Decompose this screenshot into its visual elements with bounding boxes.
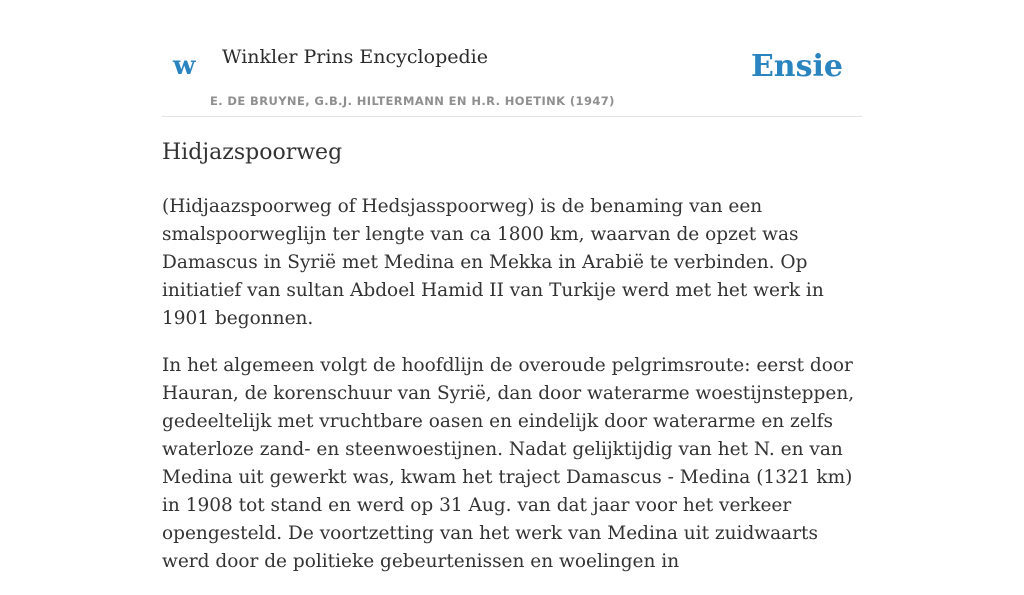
article-paragraph: (Hidjaazspoorweg of Hedsjasspoorweg) is de benaming van een smalspoorweglijn ter lengte van ca 1800 km, waarvan de opzet was Damascus in Syrië met Medina en Mekka in Arabië te verbinden. Op initiatief van sultan Abdoel Hamid II van Turkije werd met het werk in 1901 begonnen.	[162, 196, 824, 329]
article-body	[162, 193, 867, 595]
ensie-logo[interactable]: Ensie	[750, 49, 843, 84]
publication-authors: E. DE BRUYNE, G.B.J. HILTERMANN EN H.R. HOETINK (1947)	[210, 94, 615, 108]
winkler-prins-logo[interactable]: w	[173, 51, 196, 81]
site-header	[162, 0, 862, 117]
publication-title[interactable]: Winkler Prins Encyclopedie	[222, 46, 488, 68]
article-title: Hidjazspoorweg	[162, 140, 343, 165]
article-paragraph: In het algemeen volgt de hoofdlijn de overoude pelgrimsroute: eerst door Hauran, de korenschuur van Syrië, dan door waterarme woestijnsteppen, gedeeltelijk met vruchtbare oasen en eindelijk door waterarme en zelfs waterloze zand- en steenwoestijnen. Nadat gelijktijdig van het N. en van Medina uit gewerkt was, kwam het traject Damascus - Medina (1321 km) in 1908 tot stand en werd op 31 Aug. van dat jaar voor het verkeer opengesteld. De voortzetting van het werk van Medina uit zuidwaarts werd door de politieke gebeurtenissen en woelingen in	[162, 355, 855, 572]
